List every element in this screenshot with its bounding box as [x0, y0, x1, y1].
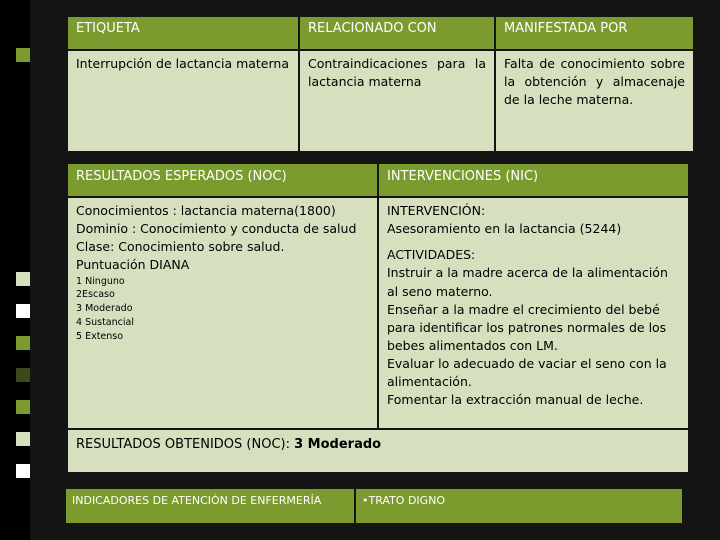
header-nic: INTERVENCIONES (NIC): [378, 163, 689, 197]
decorative-square: [16, 336, 30, 350]
results-value: 3 Moderado: [294, 437, 382, 452]
results-cell: [67, 429, 689, 473]
noc-line: Puntuación DIANA: [76, 257, 190, 273]
header-noc: RESULTADOS ESPERADOS (NOC): [67, 163, 378, 197]
decorative-square: [16, 272, 30, 286]
decorative-square: [16, 400, 30, 414]
nic-cell: [378, 197, 689, 429]
intervention-title: INTERVENCIÓN:: [387, 203, 486, 218]
diagnosis-table: [66, 15, 695, 153]
activities-title: ACTIVIDADES:: [387, 247, 476, 263]
intervention-text: Asesoramiento en la lactancia (5244): [387, 221, 622, 237]
care-plan-table: [66, 162, 690, 474]
noc-cell: [67, 197, 378, 429]
sidebar: [0, 0, 30, 540]
results-label: RESULTADOS OBTENIDOS (NOC):: [76, 437, 290, 452]
diana-scale-item: 3 Moderado: [76, 303, 133, 315]
indicators-label: INDICADORES DE ATENCIÓN DE ENFERMERÍA: [65, 488, 355, 524]
diana-scale-item: 5 Extenso: [76, 330, 124, 342]
decorative-square: [16, 48, 30, 62]
decorative-square: [16, 432, 30, 446]
diana-scale-item: 1 Ninguno: [76, 275, 125, 287]
diana-scale-item: 4 Sustancial: [76, 316, 134, 328]
diana-scale-item: 2Escaso: [76, 289, 115, 301]
decorative-square: [16, 368, 30, 382]
decorative-square: [16, 304, 30, 318]
etiqueta-text: Interrupción de lactancia materna: [67, 50, 299, 152]
noc-line: Dominio : Conocimiento y conducta de salud: [76, 221, 357, 237]
indicators-value: •TRATO DIGNO: [355, 488, 683, 524]
activity-item: Instruir a la madre acerca de la alimentación al seno materno.: [387, 265, 668, 299]
manifestada-text: Falta de conocimiento sobre la obtención y almacenaje de la leche materna.: [495, 50, 694, 152]
header-manifestada-por: MANIFESTADA POR: [495, 16, 694, 50]
indicators-table: [64, 487, 684, 525]
header-relacionado-con: RELACIONADO CON: [299, 16, 495, 50]
header-etiqueta: ETIQUETA: [67, 16, 299, 50]
relacionado-text: Contraindicaciones para la lactancia materna: [299, 50, 495, 152]
noc-line: Conocimientos : lactancia materna(1800): [76, 203, 336, 218]
activity-item: Enseñar a la madre el crecimiento del bebé para identificar los patrones normales de los bebes alimentados con LM.: [387, 301, 667, 353]
activity-item: Fomentar la extracción manual de leche.: [387, 392, 644, 408]
activity-item: Evaluar lo adecuado de vaciar el seno con la alimentación.: [387, 356, 667, 390]
noc-line: Clase: Conocimiento sobre salud.: [76, 239, 285, 255]
decorative-square: [16, 464, 30, 478]
